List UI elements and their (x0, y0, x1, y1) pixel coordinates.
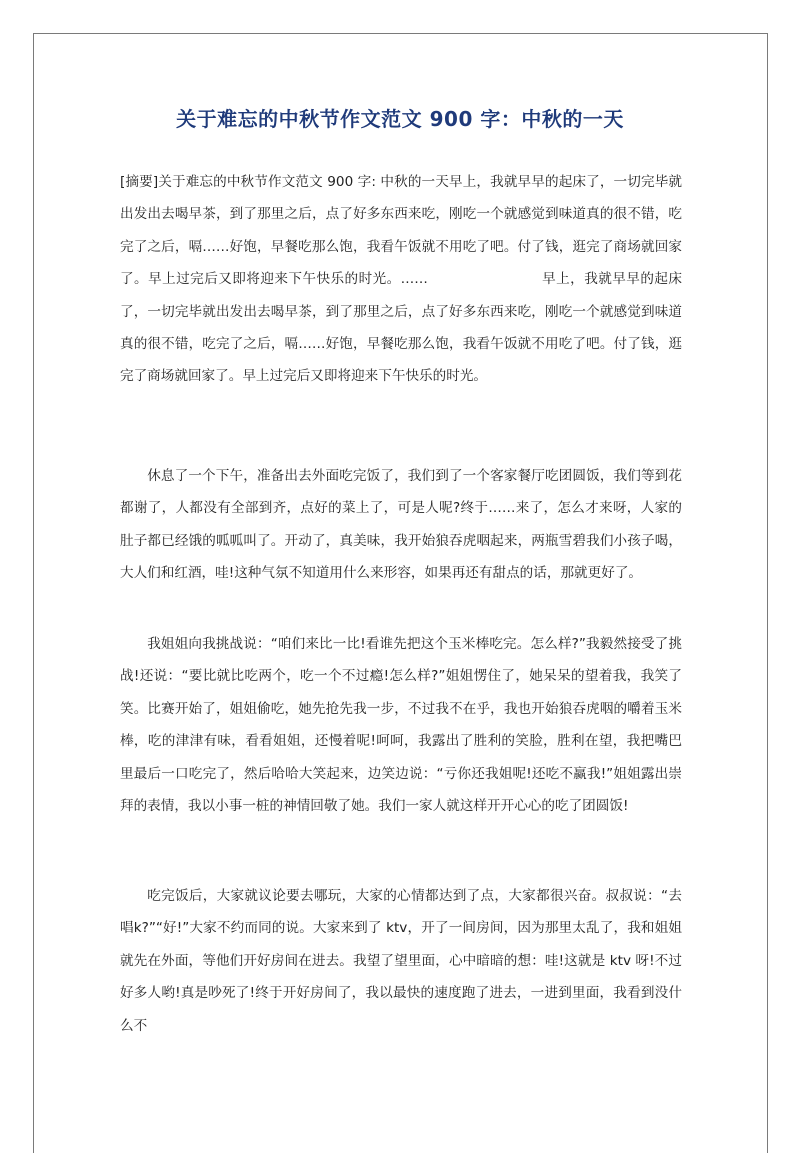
paragraph-text: 我姐姐向我挑战说：“咱们来比一比!看谁先把这个玉米棒吃完。怎么样?”我毅然接受了挑战!还说：“要比就比吃两个，吃一个不过瘾!怎么样?”姐姐愣住了，她呆呆的望着我，我笑了笑。比赛开始了，姐姐偷吃，她先抢先我一步，不过我不在乎，我也开始狼吞虎咽的嚼着玉米棒，吃的津津有味，看看姐姐，还慢着呢!呵呵，我露出了胜利的笑脸，胜利在望，我把嘴巴里最后一口吃完了，然后哈哈大笑起来，边笑边说：“亏你还我姐呢!还吃不赢我!”姐姐露出崇拜的表情，我以小事一桩的神情回敬了她。我们一家人就这样开开心心的吃了团圆饭! (120, 636, 682, 815)
body-paragraph-1 (120, 460, 682, 590)
paragraph-text: 吃完饭后，大家就议论要去哪玩，大家的心情都达到了点，大家都很兴奋。叔叔说：“去唱k?”“好!”大家不约而同的说。大家来到了 ktv，开了一间房间，因为那里太乱了，我和姐姐就先在外面，等他们开好房间在进去。我望了望里面，心中暗暗的想：哇!这就是 ktv 呀!不过好多人哟!真是吵死了!终于开好房间了，我以最快的速度跑了进去，一进到里面，我看到没什么不 (120, 888, 682, 1034)
paragraph-text: 休息了一个下午，准备出去外面吃完饭了，我们到了一个客家餐厅吃团圆饭，我们等到花都谢了，人都没有全部到齐，点好的菜上了，可是人呢?终于……来了，怎么才来呀，人家的肚子都已经饿的呱呱叫了。开动了，真美味，我开始狼吞虎咽起来，两瓶雪碧我们小孩子喝，大人们和红酒，哇!这种气氛不知道用什么来形容，如果再还有甜点的话，那就更好了。 (120, 468, 682, 582)
abstract-paragraph: [摘要]关于难忘的中秋节作文范文 900 字: 中秋的一天早上，我就早早的起床了，一切完毕就出发出去喝早茶，到了那里之后，点了好多东西来吃，刚吃一个就感觉到味道真的很不错，吃完了之后，嗝……好饱，早餐吃那么饱，我看午饭就不用吃了吧。付了钱，逛完了商场就回家了。早上过完后又即将迎来下午快乐的时光。…… 早上，我就早早的起床了，一切完毕就出发出去喝早茶，到了那里之后，点了好多东西来吃，刚吃一个就感觉到味道真的很不错，吃完了之后，嗝……好饱，早餐吃那么饱，我看午饭就不用吃了吧。付了钱，逛完了商场就回家了。早上过完后又即将迎来下午快乐的时光。 (120, 174, 682, 385)
abstract-block (120, 166, 682, 393)
body-paragraph-3 (120, 880, 682, 1042)
body-paragraph-2 (120, 628, 682, 822)
document-title: 关于难忘的中秋节作文范文 900 字：中秋的一天 (176, 107, 624, 131)
